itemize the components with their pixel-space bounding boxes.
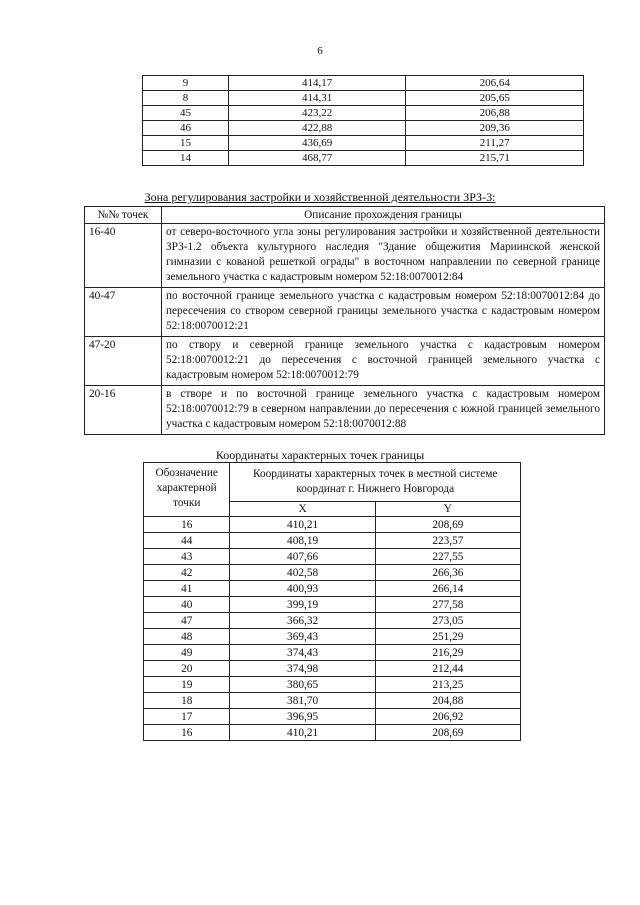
coordinate-system-header: Координаты характерных точек в местной системе координат г. Нижнего Новгорода xyxy=(230,463,521,502)
y-cell: 216,29 xyxy=(375,645,520,661)
table-row xyxy=(144,533,521,549)
table-row xyxy=(143,151,584,166)
x-cell: 423,22 xyxy=(228,106,406,121)
point-cell: 15 xyxy=(143,136,229,151)
table-row xyxy=(144,549,521,565)
table-row xyxy=(143,106,584,121)
x-cell: 399,19 xyxy=(230,597,375,613)
x-cell: 414,17 xyxy=(228,76,406,91)
y-cell: 204,88 xyxy=(375,693,520,709)
boundary-description-table xyxy=(84,206,605,435)
points-cell: 20-16 xyxy=(85,386,162,435)
table-row xyxy=(144,517,521,533)
points-cell: 47-20 xyxy=(85,337,162,386)
points-header: №№ точек xyxy=(85,207,162,224)
x-cell: 380,65 xyxy=(230,677,375,693)
zone-title: Зона регулирования застройки и хозяйственной деятельности ЗРЗ-3: xyxy=(144,190,496,204)
y-cell: 206,64 xyxy=(406,76,584,91)
points-cell: 40-47 xyxy=(85,288,162,337)
x-cell: 436,69 xyxy=(228,136,406,151)
table-row xyxy=(144,693,521,709)
y-cell: 277,58 xyxy=(375,597,520,613)
table-row xyxy=(144,709,521,725)
y-cell: 223,57 xyxy=(375,533,520,549)
description-cell: от северо-восточного угла зоны регулирования застройки и хозяйственной деятельности ЗРЗ-1.2 объекта культурного наследия "Здание общежития Мариинской женской гимназии с кованой решеткой ограды" в восточном направлении по северной границе земельного участка с кадастровым номером 52:18:0070012:84 xyxy=(162,224,605,288)
x-cell: 410,21 xyxy=(230,517,375,533)
x-cell: 400,93 xyxy=(230,581,375,597)
description-cell: в створе и по восточной границе земельного участка с кадастровым номером 52:18:0070012:79 в северном направлении до пересечения с южной границей земельного участка с кадастровым номером 52:18:0070012:88 xyxy=(162,386,605,435)
point-cell: 9 xyxy=(143,76,229,91)
y-cell: 215,71 xyxy=(406,151,584,166)
y-cell: 208,69 xyxy=(375,725,520,741)
y-cell: 266,36 xyxy=(375,565,520,581)
points-cell: 16-40 xyxy=(85,224,162,288)
table-row xyxy=(143,91,584,106)
table-row xyxy=(143,136,584,151)
point-cell: 40 xyxy=(144,597,230,613)
y-header: Y xyxy=(375,502,520,517)
y-cell: 206,92 xyxy=(375,709,520,725)
point-cell: 49 xyxy=(144,645,230,661)
y-cell: 212,44 xyxy=(375,661,520,677)
table-row xyxy=(144,645,521,661)
page-number: 6 xyxy=(317,45,323,57)
point-cell: 41 xyxy=(144,581,230,597)
x-cell: 408,19 xyxy=(230,533,375,549)
top-coordinates-table xyxy=(142,75,584,166)
x-cell: 374,98 xyxy=(230,661,375,677)
point-cell: 42 xyxy=(144,565,230,581)
description-cell: по восточной границе земельного участка с кадастровым номером 52:18:0070012:84 до пересечения со створом северной границы земельного участка с кадастровым номером 52:18:0070012:21 xyxy=(162,288,605,337)
table-row xyxy=(85,288,605,337)
table-row xyxy=(144,565,521,581)
table-row xyxy=(144,597,521,613)
y-cell: 208,69 xyxy=(375,517,520,533)
point-cell: 14 xyxy=(143,151,229,166)
y-cell: 209,36 xyxy=(406,121,584,136)
y-cell: 205,65 xyxy=(406,91,584,106)
point-cell: 8 xyxy=(143,91,229,106)
y-cell: 227,55 xyxy=(375,549,520,565)
y-cell: 273,05 xyxy=(375,613,520,629)
point-cell: 44 xyxy=(144,533,230,549)
point-cell: 45 xyxy=(143,106,229,121)
coordinates-title: Координаты характерных точек границы xyxy=(215,448,425,462)
point-designation-header: Обозначение характерной точки xyxy=(144,463,230,517)
table-row xyxy=(85,224,605,288)
x-cell: 396,95 xyxy=(230,709,375,725)
x-header: X xyxy=(230,502,375,517)
point-cell: 17 xyxy=(144,709,230,725)
x-cell: 468,77 xyxy=(228,151,406,166)
table-row xyxy=(144,661,521,677)
point-cell: 48 xyxy=(144,629,230,645)
x-cell: 381,70 xyxy=(230,693,375,709)
x-cell: 410,21 xyxy=(230,725,375,741)
x-cell: 374,43 xyxy=(230,645,375,661)
x-cell: 414,31 xyxy=(228,91,406,106)
point-cell: 20 xyxy=(144,661,230,677)
point-cell: 46 xyxy=(143,121,229,136)
table-row xyxy=(144,677,521,693)
table-row xyxy=(143,76,584,91)
table-row xyxy=(144,725,521,741)
point-cell: 18 xyxy=(144,693,230,709)
point-cell: 16 xyxy=(144,725,230,741)
y-cell: 251,29 xyxy=(375,629,520,645)
description-header: Описание прохождения границы xyxy=(162,207,605,224)
description-cell: по створу и северной границе земельного участка с кадастровым номером 52:18:0070012:21 до пересечения с восточной границей земельного участка с кадастровым номером 52:18:0070012:79 xyxy=(162,337,605,386)
x-cell: 369,43 xyxy=(230,629,375,645)
x-cell: 366,32 xyxy=(230,613,375,629)
y-cell: 266,14 xyxy=(375,581,520,597)
table-row xyxy=(143,121,584,136)
boundary-coordinates-table xyxy=(143,462,521,741)
x-cell: 402,58 xyxy=(230,565,375,581)
point-cell: 47 xyxy=(144,613,230,629)
table-row xyxy=(144,629,521,645)
x-cell: 422,88 xyxy=(228,121,406,136)
y-cell: 213,25 xyxy=(375,677,520,693)
table-row xyxy=(144,613,521,629)
y-cell: 206,88 xyxy=(406,106,584,121)
point-cell: 19 xyxy=(144,677,230,693)
table-row xyxy=(144,581,521,597)
point-cell: 43 xyxy=(144,549,230,565)
point-cell: 16 xyxy=(144,517,230,533)
x-cell: 407,66 xyxy=(230,549,375,565)
table-row xyxy=(85,337,605,386)
y-cell: 211,27 xyxy=(406,136,584,151)
table-row xyxy=(85,386,605,435)
